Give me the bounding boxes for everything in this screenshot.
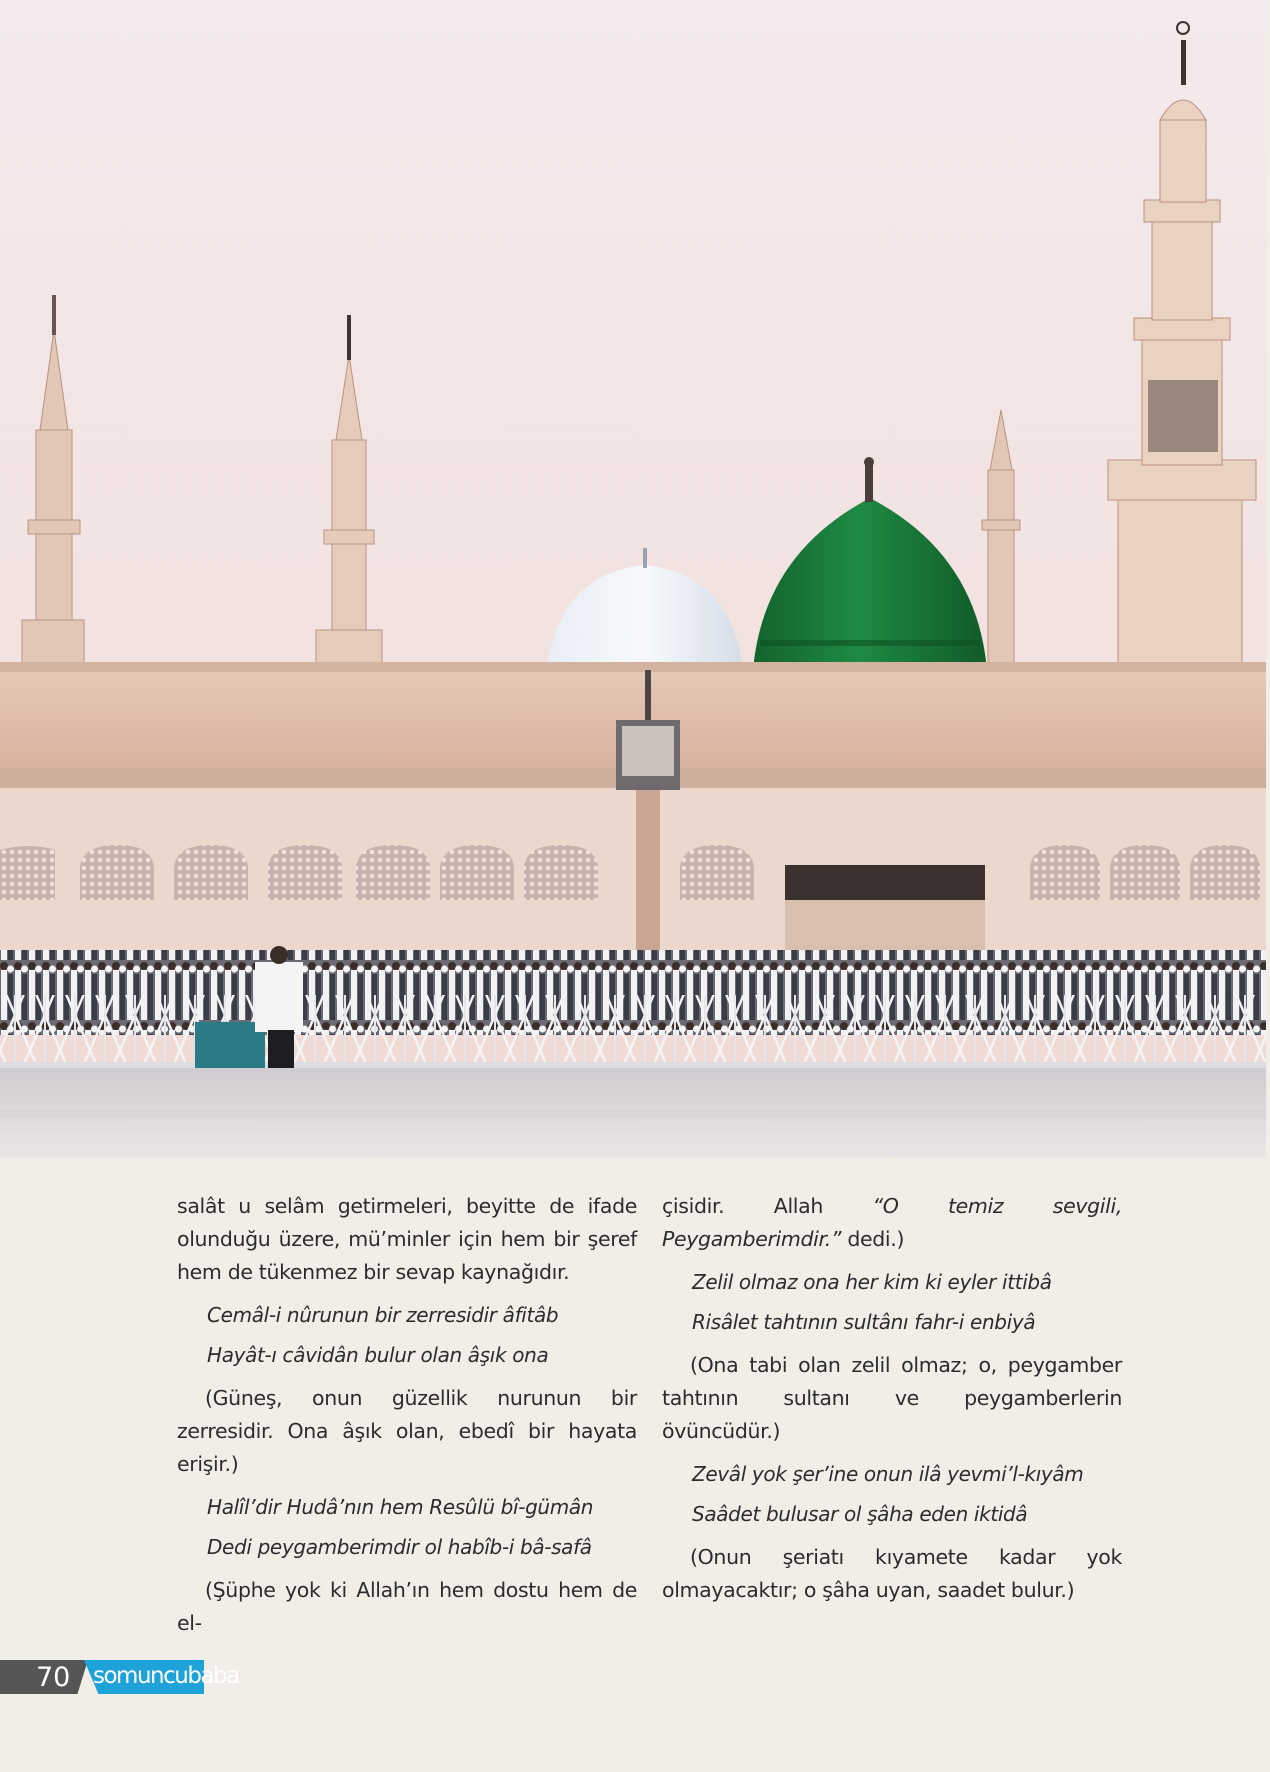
page-footer xyxy=(0,1660,239,1694)
verse-couplet xyxy=(177,1299,637,1372)
verse-line: Hayât-ı câvidân bulur olan âşık ona xyxy=(207,1343,549,1367)
paragraph: (Güneş, onun güzellik nurunun bir zerresidir. Ona âşık olan, ebedî bir hayata erişir.) xyxy=(177,1386,637,1476)
quote-text: “O temiz sevgili, Peygamberimdir.” xyxy=(662,1194,1122,1251)
verse-couplet xyxy=(177,1491,637,1564)
verse-line: Dedi peygamberimdir ol habîb-i bâ-safâ xyxy=(207,1535,592,1559)
text-column-right xyxy=(662,1190,1122,1607)
page-number: 70 xyxy=(36,1662,71,1693)
verse-couplet xyxy=(662,1458,1122,1531)
verse-line: Halîl’dir Hudâ’nın hem Resûlü bî-gümân xyxy=(207,1495,594,1519)
paragraph-text: dedi.) xyxy=(841,1227,905,1251)
paragraph: (Şüphe yok ki Allah’ın hem dostu hem de el- xyxy=(177,1578,637,1635)
verse-line: Risâlet tahtının sultânı fahr-i enbiyâ xyxy=(692,1310,1036,1334)
brand-name: somuncubaba xyxy=(93,1663,239,1689)
paragraph: (Ona tabi olan zelil olmaz; o, peygamber tahtının sultanı ve peygamberlerin övüncüdür.) xyxy=(662,1353,1122,1443)
paragraph: salât u selâm getirmeleri, beyitte de ifade olunduğu üzere, mü’minler için hem bir şeref hem de tükenmez bir sevap kaynağıdır. xyxy=(177,1194,637,1284)
verse-couplet xyxy=(662,1266,1122,1339)
verse-line: Cemâl-i nûrunun bir zerresidir âfitâb xyxy=(207,1303,559,1327)
paragraph-text: çisidir. Allah xyxy=(662,1194,873,1218)
paragraph: (Onun şeriatı kıyamete kadar yok olmayacaktır; o şâha uyan, saadet bulur.) xyxy=(662,1545,1122,1602)
text-column-left xyxy=(177,1190,637,1640)
paragraph xyxy=(662,1190,1122,1256)
verse-line: Zelil olmaz ona her kim ki eyler ittibâ xyxy=(692,1270,1052,1294)
verse-line: Saâdet bulusar ol şâha eden iktidâ xyxy=(692,1502,1028,1526)
verse-line: Zevâl yok şer’ine onun ilâ yevmi’l-kıyâm xyxy=(692,1462,1084,1486)
